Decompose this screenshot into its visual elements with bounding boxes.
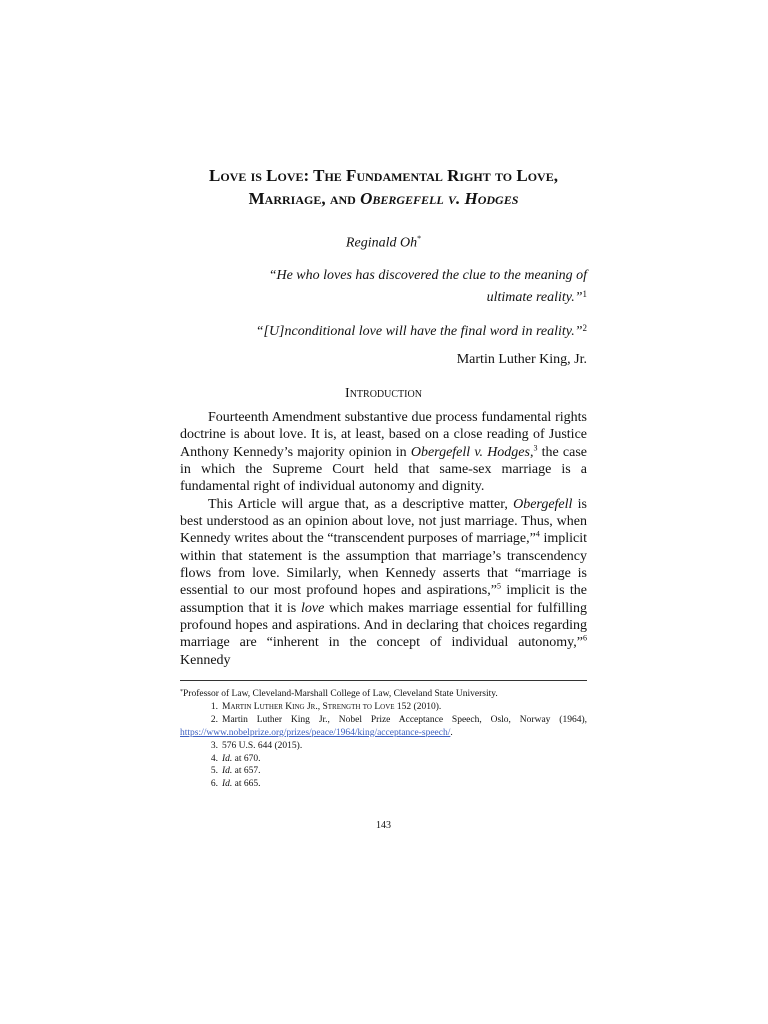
p2-case-name: Obergefell — [513, 496, 573, 512]
title-line-1: Love is Love: The Fundamental Right to Love, — [209, 166, 558, 185]
author-name-text: Reginald Oh — [345, 235, 418, 251]
footnote-2-number: 2. — [210, 714, 218, 725]
section-heading: Introduction — [345, 386, 422, 401]
epigraph-1-ref: 1 — [582, 289, 587, 299]
footnote-star-text: Professor of Law, Cleveland-Marshall College of Law, Cleveland State University. — [183, 689, 498, 699]
footnote-star-marker: * — [180, 689, 183, 695]
epigraph-attribution: Martin Luther King, Jr. — [456, 352, 587, 367]
paragraph-2 — [180, 496, 587, 669]
footnote-1-text: Martin Luther King Jr., Strength to Love 152 (2010). — [222, 701, 442, 712]
footnote-ref-6: 6 — [583, 633, 587, 643]
footnote-3-number: 3. — [210, 740, 218, 751]
footnote-5 — [180, 765, 587, 778]
p1-text-b: the case in which the Supreme Court held that same-sex marriage is a fundamental right of individual autonomy and dignity. — [180, 444, 587, 495]
footnote-3 — [180, 740, 587, 753]
footnote-4-id: Id. — [222, 753, 233, 764]
footnote-4 — [180, 753, 587, 766]
p2-text-d: implicit is the assumption that it is — [180, 583, 587, 616]
p1-case-name: Obergefell v. Hodges — [410, 444, 530, 460]
footnote-6-text: at 665. — [232, 779, 261, 790]
footnote-star — [180, 686, 587, 701]
epigraph-1-text: “He who loves has discovered the clue to the meaning of ultimate reality.” — [268, 268, 587, 305]
article-title — [180, 164, 587, 210]
footnote-4-number: 4. — [210, 753, 218, 764]
footnote-2-text: Martin Luther King Jr., Nobel Prize Acceptance Speech, Oslo, Norway (1964), — [222, 714, 587, 725]
footnote-5-number: 5. — [210, 766, 218, 777]
p2-text-e: which makes marriage essential for fulfilling profound hopes and aspirations. And in declaring that choices regarding marriage are “inherent in the concept of individual autonomy,” — [180, 600, 588, 651]
document-page — [180, 0, 587, 1024]
footnote-3-text: 576 U.S. 644 (2015). — [222, 740, 303, 751]
footnote-2-end: . — [450, 727, 453, 738]
body-text — [180, 409, 587, 669]
footnotes — [180, 686, 587, 791]
footnote-5-id: Id. — [222, 766, 233, 777]
epigraph-2-ref: 2 — [582, 323, 587, 333]
epigraph-1 — [247, 267, 587, 307]
p2-text-c: implicit within that statement is the assumption that marriage’s transcendency flows from love. Similarly, when Kennedy asserts that “marriage is essential to our most profound hopes and aspirations,” — [180, 531, 587, 599]
footnote-4-text: at 670. — [232, 753, 261, 764]
p2-text-b: is best understood as an opinion about love, not just marriage. Thus, when Kennedy writes about the “transcendent purposes of marriage,” — [180, 496, 587, 547]
title-line-2: Marriage, and — [248, 189, 361, 208]
footnote-6-id: Id. — [222, 779, 233, 790]
footnote-ref-5: 5 — [496, 581, 501, 591]
p2-text-a: This Article will argue that, as a descriptive matter, — [208, 496, 514, 512]
title-case-name: Obergefell v. Hodges — [360, 189, 519, 208]
page-number: 143 — [376, 820, 391, 831]
footnote-2-link[interactable]: https://www.nobelprize.org/prizes/peace/1964/king/acceptance-speech/ — [180, 727, 451, 738]
author-name — [180, 234, 587, 252]
footnote-1-number: 1. — [210, 701, 218, 712]
footnote-6-number: 6. — [210, 779, 218, 790]
epigraph-2-text: “[U]nconditional love will have the final word in reality.” — [255, 324, 583, 339]
footnote-2 — [180, 714, 587, 740]
p2-text-f: Kennedy — [180, 652, 231, 668]
footnote-1 — [180, 701, 587, 714]
author-footnote-marker: * — [417, 234, 422, 243]
paragraph-1: Fourteenth Amendment substantive due process fundamental rights doctrine is about love. It is, at least, based on a close reading of Justice Anthony Kennedy’s majority opinion in Obergefell v. Hodges,$^3$ the case in which the Supreme Court held that same-sex marriage is a fundamental right of individual autonomy and dignity. — [180, 410, 587, 495]
footnote-divider — [180, 680, 587, 681]
p2-emphasis-love: love — [301, 600, 325, 616]
footnote-6 — [180, 778, 587, 791]
footnote-ref-3: 3 — [533, 443, 538, 453]
footnote-5-text: at 657. — [232, 766, 261, 777]
footnote-ref-4: 4 — [535, 529, 540, 539]
p1-text-a: Fourteenth Amendment substantive due process fundamental rights doctrine is about love. It is, at least, based on a close reading of Justice Anthony Kennedy’s majority opinion in — [180, 410, 587, 460]
epigraph-2 — [227, 319, 587, 341]
